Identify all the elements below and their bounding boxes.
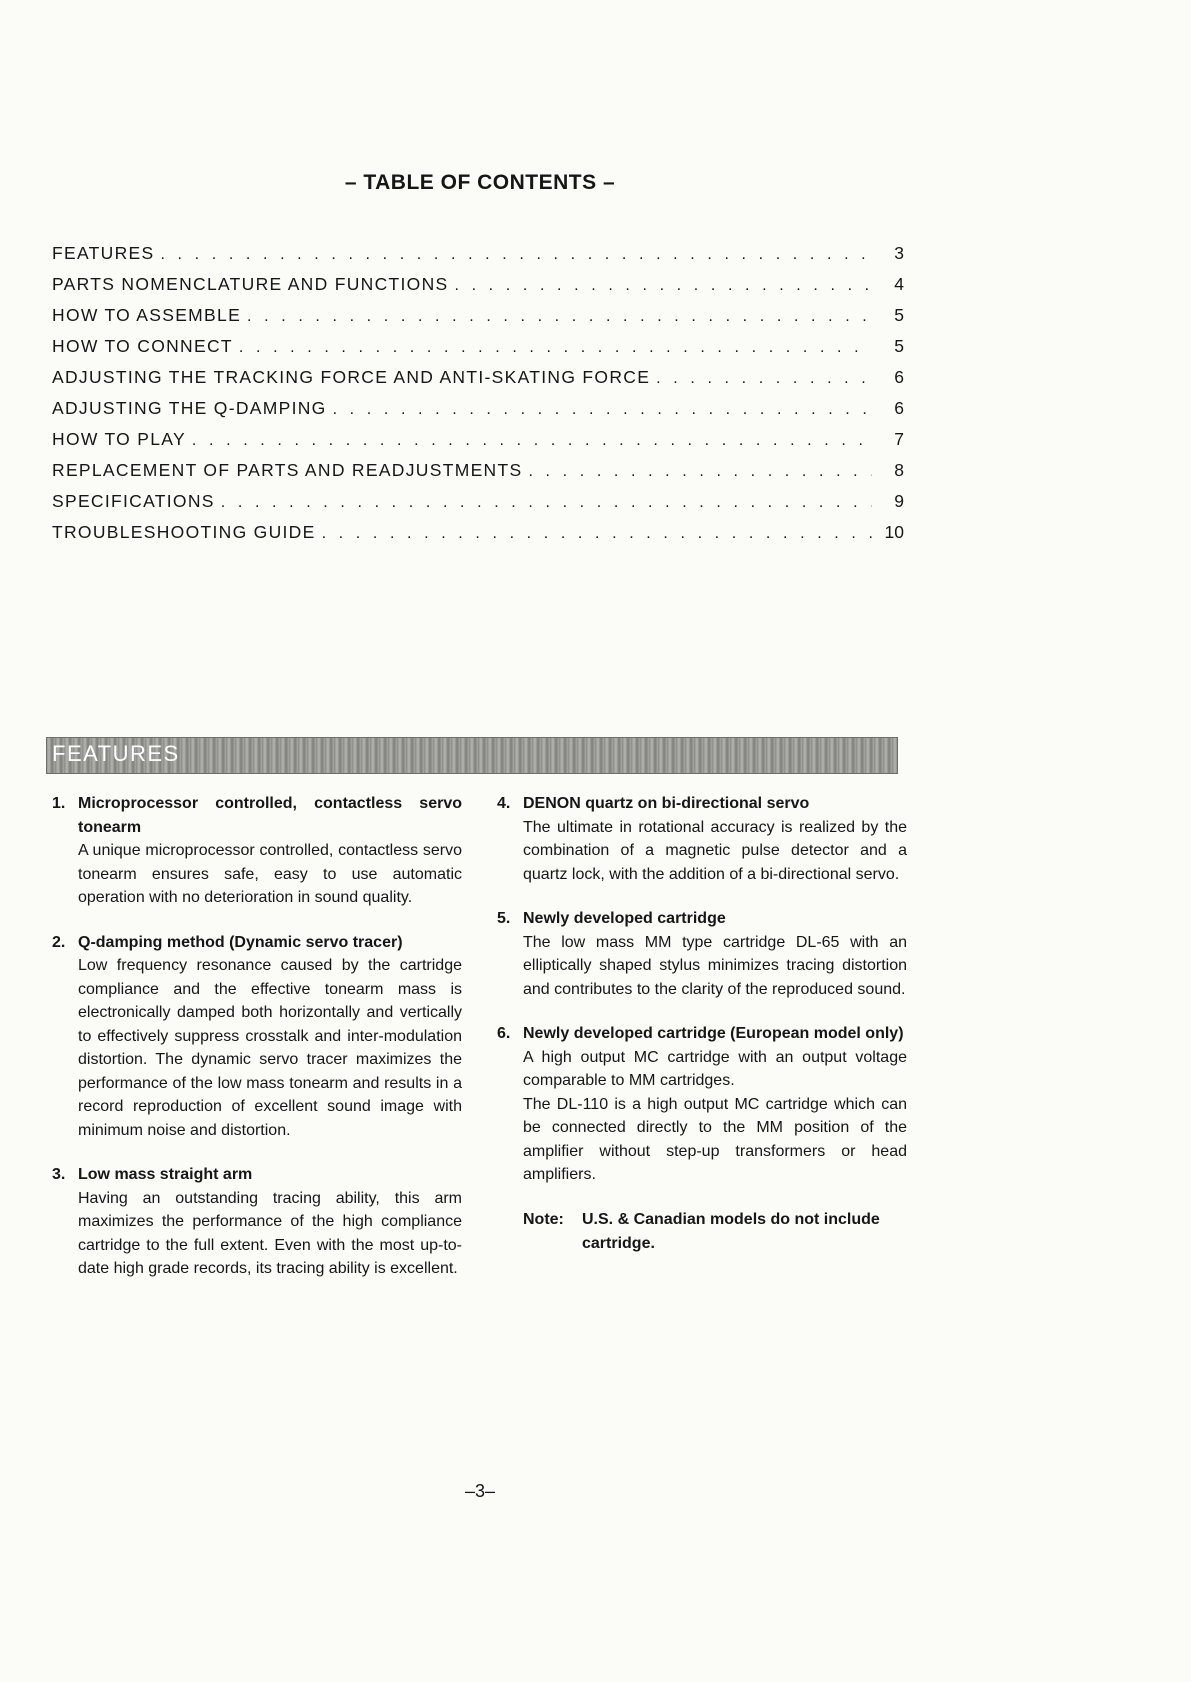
toc-entry-label: ADJUSTING THE TRACKING FORCE AND ANTI-SKATING FORCE: [52, 367, 651, 387]
toc-entry-label: HOW TO CONNECT: [52, 336, 233, 356]
feature-number: 5.: [497, 910, 511, 927]
feature-number: 4.: [497, 795, 511, 812]
toc-leader-dots: [221, 494, 872, 512]
feature-text: Low frequency resonance caused by the cartridge compliance and the effective tonearm mass is electronically damped both horizontally and vertically to effectively suppress crosstalk and inter-modulation distortion. The dynamic servo tracer maximizes the performance of the low mass tonearm and results in a record reproduction of excellent sound image with minimum noise and distortion.: [78, 957, 462, 1139]
feature-number: 6.: [497, 1025, 511, 1042]
toc-entry[interactable]: [52, 481, 904, 512]
toc-entry[interactable]: [52, 388, 904, 419]
feature-item: [497, 1022, 907, 1187]
feature-text: The DL-110 is a high output MC cartridge which can be connected directly to the MM position of the amplifier without step-up transformers or head amplifiers.: [523, 1095, 907, 1183]
toc-entry-page: 5: [894, 336, 904, 356]
toc-leader-dots: [247, 308, 872, 326]
feature-title: Low mass straight arm: [78, 1166, 253, 1183]
toc-entry[interactable]: [52, 450, 904, 481]
toc-leader-dots: [192, 432, 872, 450]
toc-entry-label: REPLACEMENT OF PARTS AND READJUSTMENTS: [52, 460, 523, 480]
toc-entry[interactable]: [52, 295, 904, 326]
feature-title: Microprocessor controlled, contactless servo tonearm: [78, 795, 462, 836]
toc-entry-label: SPECIFICATIONS: [52, 491, 215, 511]
feature-title: Newly developed cartridge: [523, 910, 726, 927]
toc-entry-label: TROUBLESHOOTING GUIDE: [52, 522, 316, 542]
toc-entry-label: HOW TO PLAY: [52, 429, 186, 449]
toc-entry[interactable]: [52, 512, 904, 543]
toc-entry[interactable]: [52, 264, 904, 295]
toc-leader-dots: [322, 525, 872, 543]
toc-title: – TABLE OF CONTENTS –: [344, 171, 616, 194]
toc-leader-dots: [656, 370, 872, 388]
toc-leader-dots: [160, 246, 872, 264]
feature-item: [497, 792, 907, 886]
toc-leader-dots: [528, 463, 872, 481]
toc-entry-page: 6: [894, 398, 904, 418]
toc-entry-page: 8: [894, 460, 904, 480]
toc-entry[interactable]: [52, 326, 904, 357]
table-of-contents: [52, 233, 904, 543]
page-number: –3–: [464, 1481, 496, 1501]
feature-text: The low mass MM type cartridge DL-65 with an elliptically shaped stylus minimizes tracing distortion and contributes to the clarity of the reproduced sound.: [523, 933, 907, 998]
note: [523, 1208, 907, 1256]
feature-item: [52, 931, 462, 1143]
toc-leader-dots: [333, 401, 872, 419]
feature-text: The ultimate in rotational accuracy is realized by the combination of a magnetic pulse detector and a quartz lock, with the addition of a bi-directional servo.: [523, 818, 907, 883]
toc-leader-dots: [239, 339, 872, 357]
feature-text: A unique microprocessor controlled, contactless servo tonearm ensures safe, easy to use automatic operation with no deterioration in sound quality.: [78, 842, 462, 906]
toc-entry-page: 6: [894, 367, 904, 387]
toc-entry[interactable]: [52, 357, 904, 388]
toc-entry-page: 9: [894, 491, 904, 511]
features-column-right: [497, 792, 907, 1256]
feature-title: Q-damping method (Dynamic servo tracer): [78, 933, 403, 951]
toc-entry-page: 3: [894, 243, 904, 263]
note-text: U.S. & Canadian models do not include cartridge.: [582, 1210, 880, 1252]
toc-entry[interactable]: [52, 233, 904, 264]
feature-title: Newly developed cartridge (European model only): [523, 1025, 904, 1042]
features-banner: [46, 737, 898, 774]
feature-text: Having an outstanding tracing ability, this arm maximizes the performance of the high compliance cartridge to the full extent. Even with the most up-to-date high grade records, its tracing ability is excellent.: [78, 1189, 462, 1277]
toc-entry-label: PARTS NOMENCLATURE AND FUNCTIONS: [52, 274, 449, 294]
features-column-left: [52, 792, 462, 1302]
toc-leader-dots: [455, 277, 873, 295]
feature-item: [497, 907, 907, 1001]
feature-number: 3.: [52, 1166, 66, 1183]
toc-entry-label: FEATURES: [52, 243, 155, 263]
feature-number: 1.: [52, 795, 66, 812]
note-label: Note:: [523, 1210, 564, 1228]
toc-entry[interactable]: [52, 419, 904, 450]
feature-title: DENON quartz on bi-directional servo: [523, 795, 810, 812]
feature-text: A high output MC cartridge with an output voltage comparable to MM cartridges.: [523, 1048, 907, 1089]
toc-entry-page: 5: [894, 305, 904, 325]
features-heading: FEATURES: [52, 741, 180, 766]
toc-entry-page: 7: [894, 429, 904, 449]
toc-entry-page: 10: [884, 522, 904, 542]
feature-item: [52, 792, 462, 910]
toc-entry-label: ADJUSTING THE Q-DAMPING: [52, 398, 327, 418]
feature-number: 2.: [52, 933, 66, 951]
toc-entry-page: 4: [894, 274, 904, 294]
toc-entry-label: HOW TO ASSEMBLE: [52, 305, 242, 325]
feature-item: [52, 1163, 462, 1281]
